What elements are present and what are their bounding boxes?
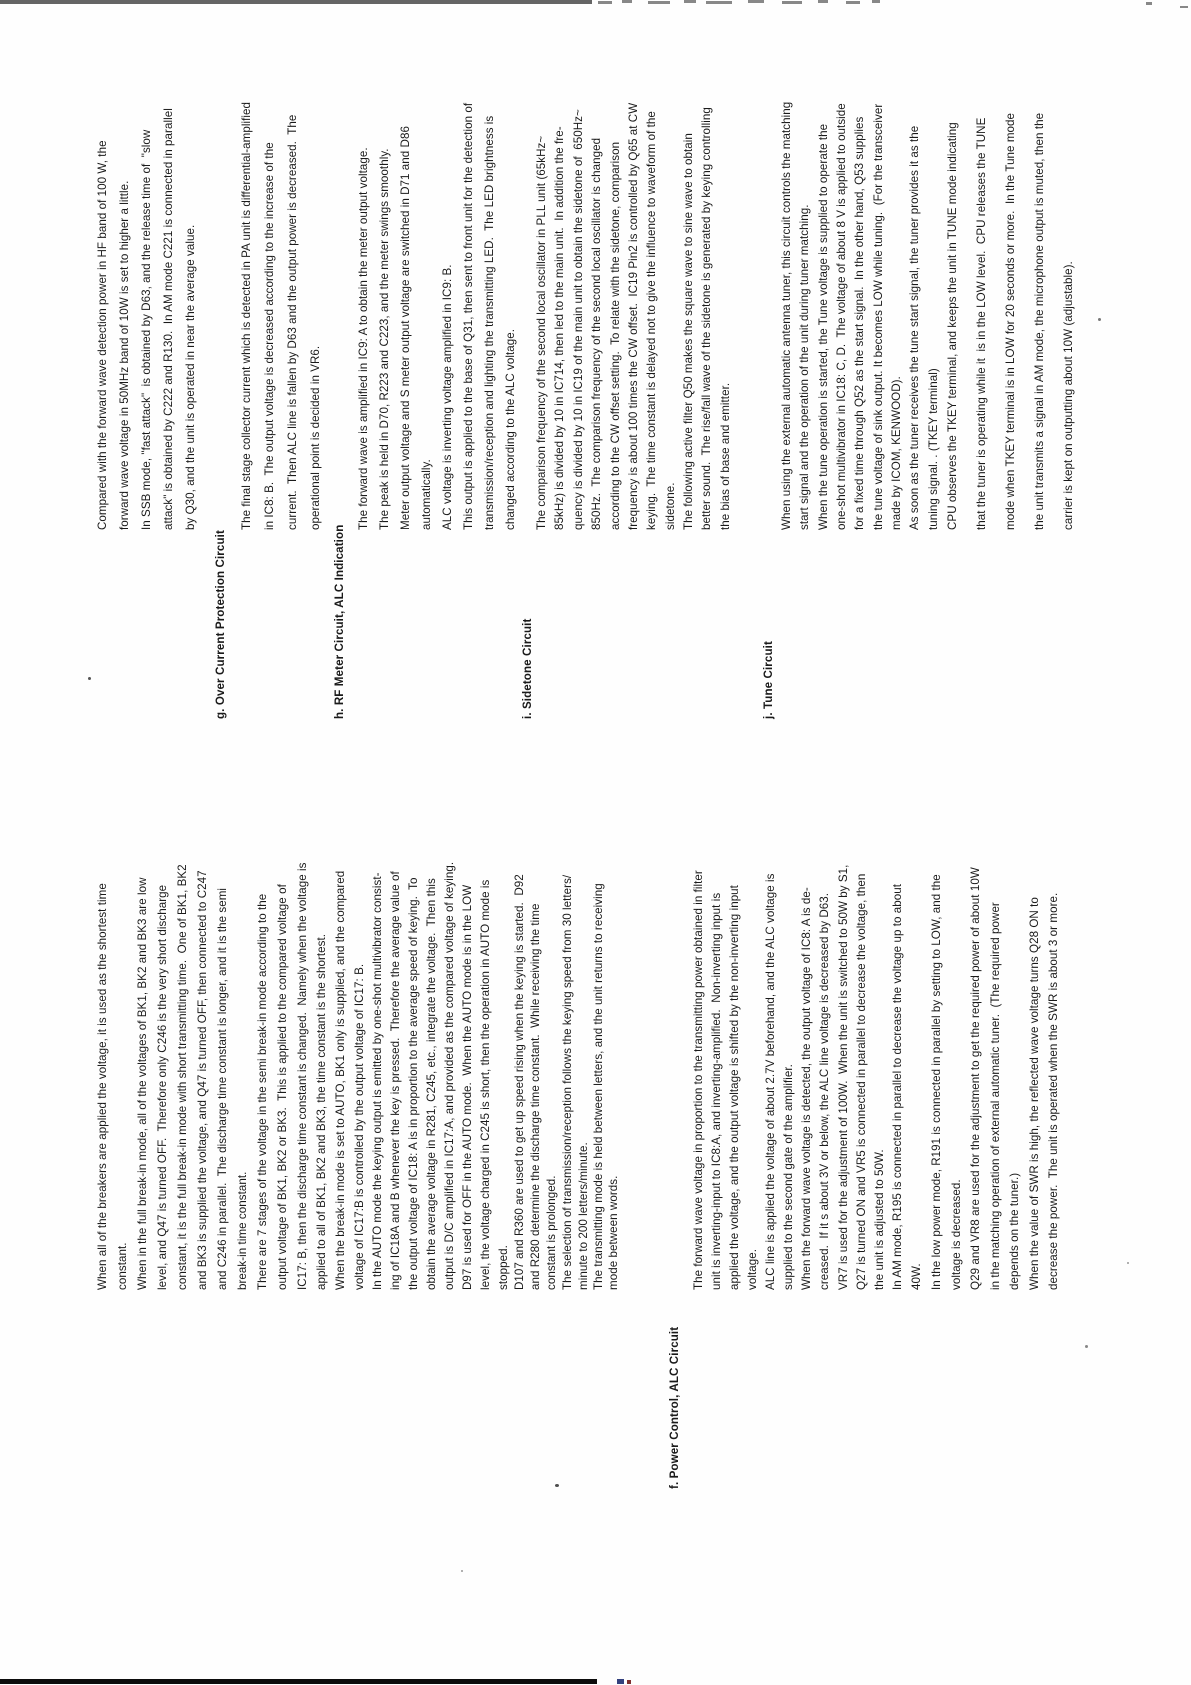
text-line: In SSB mode, "fast attack" is obtained by D63, and the release time of "slow — [140, 129, 153, 530]
text-line: output voltage of BK1, BK2 or BK3. This is applied to the compared voltage of — [276, 884, 289, 1290]
scan-speck — [555, 1484, 559, 1487]
text-line: in IC8: B. The output voltage is decreased according to the increase of the — [263, 142, 276, 530]
text-line: As soon as the tuner receives the tune start signal, the tuner provides it as the — [908, 125, 921, 530]
text-line: In AM mode, R195 is connected in parallel to decrease the voltage up to about — [891, 883, 904, 1290]
text-line: The selection of transmission/reception follows the keying speed from 30 letters/ — [561, 874, 574, 1290]
text-line: D107 and R360 are used to get up speed rising when the keying is started. D92 — [513, 874, 526, 1290]
text-line: 40W. — [910, 1263, 923, 1290]
scan-speck — [1098, 318, 1101, 321]
text-line: When the tune operation is started, the Tune voltage is supplied to operate the — [817, 123, 830, 530]
text-line: The transmitting mode is held between letters, and the unit returns to receiving — [592, 883, 605, 1290]
text-line: Compared with the forward wave detection power in HF band of 100 W, the — [96, 140, 109, 530]
text-line: When the forward wave voltage is detected, the output voltage of IC8: A is de- — [800, 887, 813, 1290]
text-line: Meter output voltage and S meter output voltage are switched in D71 and D86 — [399, 126, 412, 530]
text-line: tuning signal. . (TKEY terminal) — [927, 368, 940, 530]
text-line: D97 is used for OFF in the AUTO mode. When the AUTO mode is in the LOW — [461, 884, 474, 1290]
text-line: operational point is decided in VR6. — [309, 345, 322, 530]
text-line: The peak is held in D70, R223 and C223, and the meter swings smoothly. — [378, 148, 391, 530]
scan-artifact-dash — [598, 1, 612, 4]
text-line: depends on the tuner.) — [1008, 1172, 1021, 1290]
text-line: according to the CW offset setting. To relate with the sidetone, comparison — [609, 141, 622, 530]
scan-speck — [88, 677, 91, 680]
text-line: start signal and the operation of the unit during tuner matching. — [798, 204, 811, 530]
text-line: The forward wave voltage in proportion to the transmitting power obtained in filter — [692, 870, 705, 1290]
text-line: ALC voltage is inverting voltage amplified in IC9: B. — [441, 264, 454, 530]
text-line: obtain the average voltage in R281, C245, etc., integrate the voltage. Then this — [425, 878, 438, 1290]
section-heading: i. Sidetone Circuit — [521, 618, 534, 719]
scan-artifact-dash — [872, 0, 880, 3]
section-heading: j. Tune Circuit — [762, 641, 775, 719]
text-line: ALC line is applied the voltage of about 2.7V beforehand, and the ALC voltage is — [764, 873, 777, 1290]
text-line: voltage is decreased. — [950, 1179, 963, 1290]
text-line: creased. If it s about 3V or below, the ALC line voltage is decreased by D63. — [818, 892, 831, 1290]
scan-artifact-dash — [706, 1, 732, 4]
text-line: and R280 determine the discharge time constant. While receiving the time — [529, 903, 542, 1290]
scan-artifact-dash — [818, 0, 828, 3]
text-line: transmission/reception and lighting the transmitting LED. The LED brightness is — [483, 115, 496, 530]
text-line: unit is inverting-input to IC8:A, and inverting-amplified. Non-inverting input is — [710, 892, 723, 1290]
text-line: supplied to the second gate of the amplifier. — [782, 1064, 795, 1290]
text-line: In the AUTO mode the keying output is emitted by one-shot multivibrator consist- — [371, 872, 384, 1290]
text-line: applied the voltage, and the output voltage is shifted by the non-inverting input — [728, 885, 741, 1290]
text-line: IC17: B, then the discharge time constant is changed. Namely when the voltage is — [296, 862, 309, 1290]
text-line: changed according to the ALC voltage. — [504, 328, 517, 530]
scan-artifact-bottom-bar — [0, 1679, 597, 1684]
text-line: constant is prolonged. — [545, 1175, 558, 1290]
text-line: 85kHz) is divided by 10 in IC714, then led to the main unit. In addition the fre- — [553, 126, 566, 530]
text-line: When all of the breakers are applied the voltage, it is used as the shortest time — [96, 883, 109, 1290]
text-line: VR7 is used for the adjustment of 100W. When the unit is switched to 50W by S1, — [837, 864, 850, 1290]
text-line: made by ICOM, KENWOOD). — [890, 376, 903, 530]
text-line: The following active filter Q50 makes the square wave to sine wave to obtain — [682, 133, 695, 530]
scan-artifact-red-speck — [627, 1680, 631, 1684]
text-line: decrease the power. The unit is operated when the SWR is about 3 or more. — [1047, 892, 1060, 1290]
text-line: in the matching operation of external automatic tuner. (The required power — [989, 902, 1002, 1290]
text-line: automatically. — [420, 459, 433, 530]
text-line: and BK3 is supplied the voltage, and Q47 is turned OFF, then connected to C247 — [196, 870, 209, 1290]
text-line: Q27 is turned ON and VR5 is connected in parallel to decrease the voltage, then — [855, 873, 868, 1290]
text-line: Q29 and VR8 are used for the adjustment to get the required power of about 10W — [969, 867, 982, 1290]
text-line: attack" is obtained by C222 and R130. In AM mode C221 is connected in parallel — [162, 108, 175, 530]
text-line: When in the full break-in mode, all of the voltages of BK1, BK2 and BK3 are low — [136, 877, 149, 1290]
text-line: and C246 in parallel. The discharge time constant is longer, and it is the semi — [216, 887, 229, 1290]
text-line: the bias of base and emitter. — [719, 382, 732, 530]
text-line: There are 7 stages of the voltage in the semi break-in mode according to the — [256, 893, 269, 1290]
text-line: current. Then ALC line is fallen by D63 and the output power is decreased. The — [286, 114, 299, 530]
text-line: better sound. The rise/fall wave of the sidetone is generated by keying controlling — [700, 107, 713, 530]
scan-artifact-dash — [622, 0, 632, 3]
text-line: In the low power mode, R191 is connected in parallel by setting to LOW, and the — [930, 874, 943, 1290]
text-line: one-shot multivibrator in IC18: C, D. The voltage of about 8 V is applied to outside — [835, 103, 848, 530]
text-line: When the value of SWR is high, the reflected wave voltage turns Q28 ON to — [1028, 897, 1041, 1290]
text-line: applied to all of BK1, BK2 and BK3, the time constant is the shortest. — [315, 933, 328, 1290]
scan-artifact-dash — [846, 1, 860, 4]
text-line: The forward wave is amplified in IC9: A to obtain the meter output voltage. — [357, 147, 370, 530]
scan-artifact-dash — [748, 0, 764, 3]
scan-artifact-dash — [1180, 6, 1188, 8]
section-heading: g. Over Current Protection Circuit — [214, 530, 227, 719]
scan-artifact-blue-speck — [617, 1679, 624, 1684]
scan-artifact-dash — [782, 1, 802, 4]
text-line: stopped. — [497, 1245, 510, 1290]
text-line: When the break-in mode is set to AUTO, BK1 only is supplied, and the compared — [334, 870, 347, 1290]
text-line: the unit is adjusted to 50W. — [873, 1149, 886, 1290]
text-line: minute to 200 letters/minute. — [577, 1142, 590, 1290]
text-line: The comparison frequency of the second local oscillator in PLL unit (65kHz~ — [535, 135, 548, 530]
text-line: for a fixed time through Q52 as the start signal. In the other hand, Q53 supplies — [853, 116, 866, 530]
text-line: sidetone. — [664, 482, 677, 530]
section-heading: f. Power Control, ALC Circuit — [668, 1326, 681, 1489]
text-line: output is D/C amplified in IC17:A, and provided as the compared voltage of keying. — [443, 861, 456, 1290]
text-line: keying. The time constant is delayed not to give the influence to waveform of the — [645, 111, 658, 530]
scan-artifact-dash — [1146, 2, 1152, 5]
text-line: carrier is kept on outputting about 10W (adjustable). — [1062, 261, 1075, 530]
text-line: constant. — [116, 1242, 129, 1290]
text-line: frequency is about 100 times the CW offset. IC19 Pin2 is controlled by Q65 at CW — [627, 102, 640, 530]
text-line: voltage of IC17:B is controlled by the output voltage of IC17: B. — [353, 963, 366, 1290]
text-line: When using the external automatic antenna tuner, this circuit controls the matching — [780, 101, 793, 530]
scan-speck — [461, 1570, 463, 1572]
text-line: that the tuner is operating while it is in the LOW level. CPU releases the TUNE — [975, 117, 988, 530]
text-line: forward wave voltage in 50MHz band of 10W is set to higher a little. — [118, 180, 131, 530]
text-line: level, and Q47 is turned OFF. Therefore only C246 is the very short discharge — [156, 884, 169, 1290]
text-line: level, the voltage charged in C245 is short, then the operation in AUTO mode is — [479, 879, 492, 1290]
text-line: ing of IC18A and B whenever the key is pressed. Therefore the average value of — [389, 871, 402, 1290]
text-line: voltage. — [746, 1248, 759, 1290]
text-line: quency is divided by 10 in IC19 of the main unit to obtain the sidetone of 650Hz~ — [572, 109, 585, 530]
text-line: the output voltage of IC18: A is in proportion to the average speed of keying. To — [407, 877, 420, 1290]
text-line: by Q30, and the unit is operated in near the average value. — [184, 224, 197, 530]
text-line: The final stage collector current which is detected in PA unit is differential-amplified — [240, 101, 253, 530]
text-line: mode between words. — [607, 1175, 620, 1290]
text-line: the tune voltage of sink output. It becomes LOW while tuning. (For the transceiver — [872, 103, 885, 530]
section-heading: h. RF Meter Circuit, ALC Indication — [333, 524, 346, 719]
scan-artifact-top-bar — [0, 0, 592, 4]
scan-speck — [1085, 1345, 1088, 1348]
scan-speck — [1127, 1262, 1129, 1264]
text-line: 850Hz. The comparison frequency of the second local oscillator is changed — [590, 137, 603, 530]
scan-artifact-dash — [684, 0, 696, 3]
text-line: mode when TKEY terminal is in LOW for 20 seconds or more. In the Tune mode — [1004, 112, 1017, 530]
scan-artifact-dash — [648, 1, 670, 4]
text-line: CPU observes the TKEY terminal, and keeps the unit in TUNE mode indicating — [946, 122, 959, 530]
text-line: constant, it is the full break-in mode with short transmitting time. One of BK1, BK2 — [176, 864, 189, 1290]
text-line: break-in time constant. — [236, 1171, 249, 1290]
text-line: This output is applied to the base of Q31, then sent to front unit for the detection of — [462, 102, 475, 530]
text-line: the unit transmits a signal in AM mode, the microphone output is muted, then the — [1033, 112, 1046, 530]
